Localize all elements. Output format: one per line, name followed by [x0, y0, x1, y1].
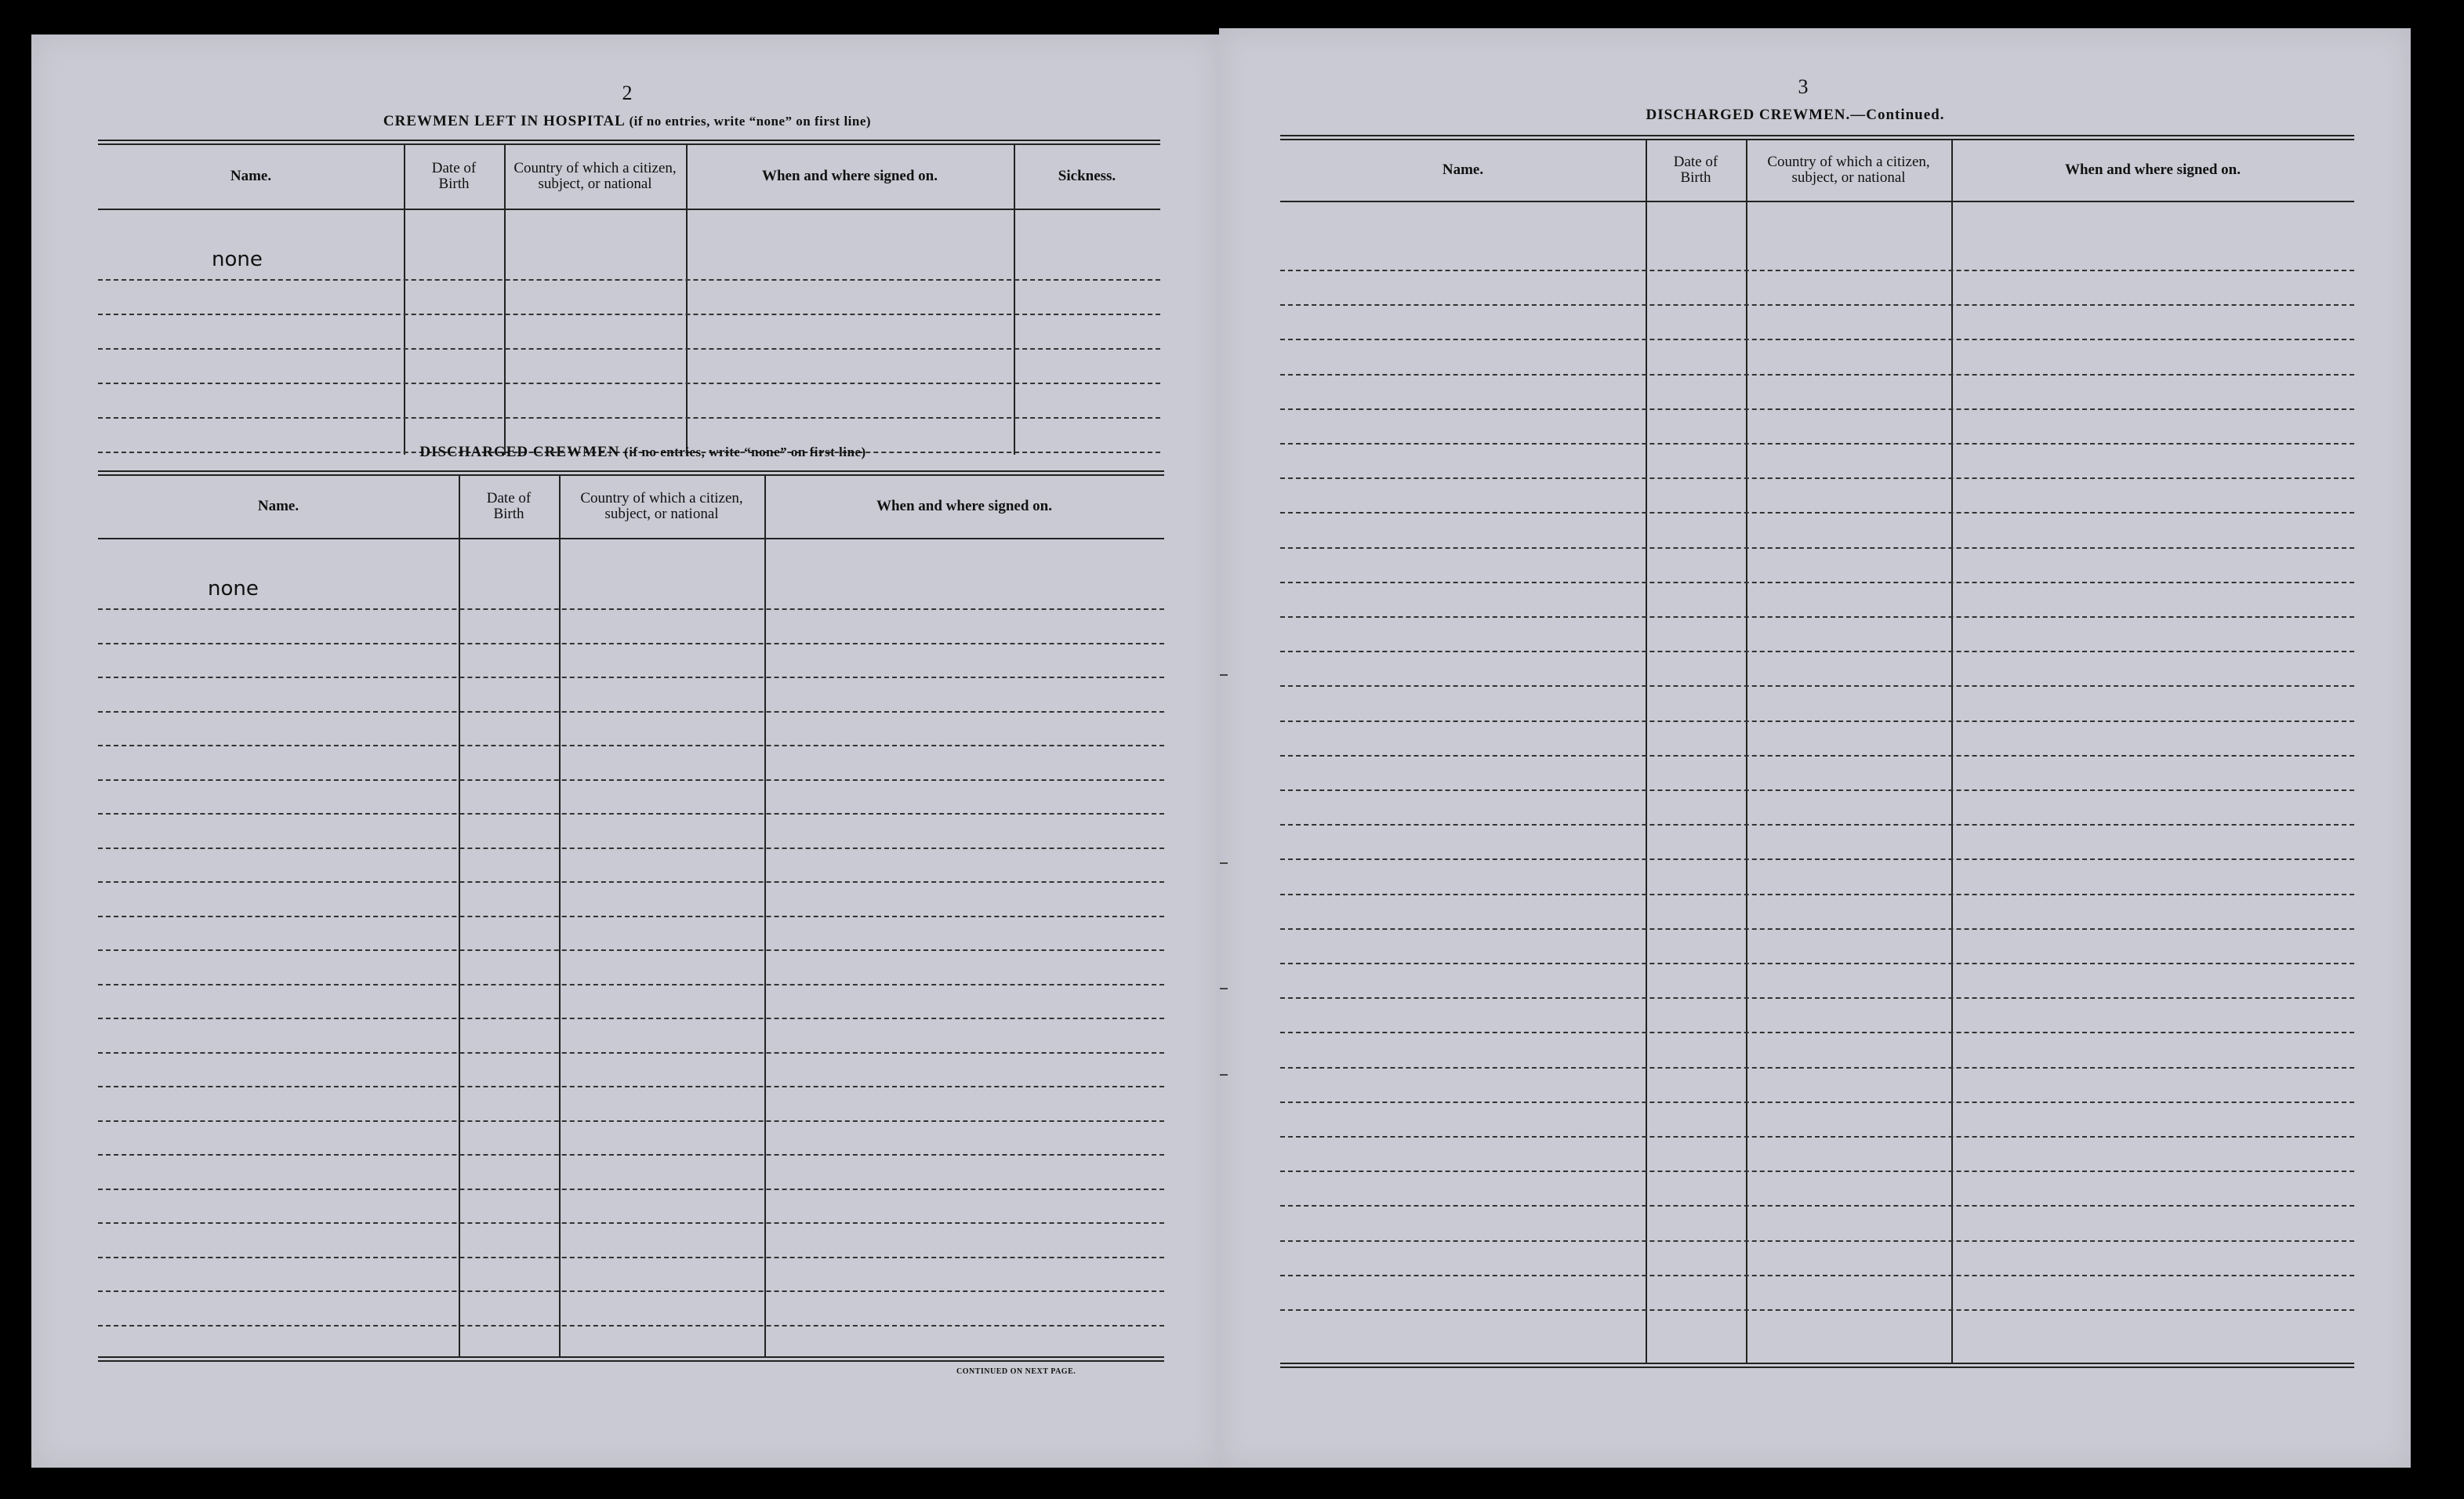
- table-row: [98, 1052, 1164, 1054]
- column-divider: [686, 144, 688, 455]
- table-row: [98, 1018, 1164, 1019]
- column-header-signed-on: When and where signed on.: [2064, 162, 2241, 178]
- table-row: [98, 1120, 1164, 1122]
- table-row: [1280, 1102, 2354, 1103]
- table-row: [98, 1290, 1164, 1292]
- table-row: [98, 813, 1164, 815]
- column-header-name: Name.: [1442, 162, 1484, 178]
- table-row: [98, 711, 1164, 713]
- table-row: [1280, 963, 2354, 964]
- table-row: [98, 279, 1160, 281]
- page-number: 2: [622, 82, 633, 104]
- column-divider: [404, 144, 405, 455]
- column-divider: [1014, 144, 1015, 455]
- table-row: [98, 1154, 1164, 1156]
- table-row: [1280, 997, 2354, 999]
- table-row: [1280, 651, 2354, 652]
- discharged-entry-name: none: [208, 577, 259, 601]
- discharged-section-title: DISCHARGED CREWMEN: [419, 444, 620, 460]
- column-header-date-of-birth: Date of Birth: [431, 160, 477, 192]
- table-row: [1280, 1032, 2354, 1033]
- discharged-continued-title: DISCHARGED CREWMEN.—Continued.: [1646, 107, 1945, 123]
- table-row: [98, 677, 1164, 678]
- table-row: [1280, 443, 2354, 445]
- column-header-signed-on: When and where signed on.: [761, 168, 938, 184]
- table-row: [1280, 928, 2354, 930]
- table-row: [98, 643, 1164, 644]
- table-row: [98, 608, 1164, 610]
- table-row: [1280, 1275, 2354, 1276]
- header-bottom-rule: [1280, 201, 2354, 202]
- column-divider: [1746, 140, 1747, 1363]
- table-row: [1280, 616, 2354, 618]
- table-row: [1280, 858, 2354, 860]
- column-divider: [504, 144, 506, 455]
- binding-mark: [1220, 988, 1228, 989]
- table-row: [1280, 1067, 2354, 1069]
- discharged-table: [98, 470, 1164, 1391]
- column-header-date-of-birth: Date of Birth: [486, 490, 532, 522]
- table-row: [1280, 1309, 2354, 1311]
- hospital-section-title: CREWMEN LEFT IN HOSPITAL: [383, 113, 625, 129]
- table-row: [98, 1086, 1164, 1087]
- table-row: [1280, 304, 2354, 306]
- table-top-rule: [98, 470, 1164, 476]
- table-row: [1280, 1136, 2354, 1138]
- column-header-country: Country of which a citizen, subject, or national: [1767, 154, 1930, 186]
- hospital-table: [98, 140, 1160, 456]
- table-row: [1280, 1171, 2354, 1172]
- header-bottom-rule: [98, 538, 1164, 539]
- binding-mark: [1220, 1074, 1228, 1076]
- column-header-signed-on: When and where signed on.: [876, 498, 1052, 514]
- table-row: [98, 916, 1164, 917]
- column-header-country: Country of which a citizen, subject, or national: [513, 160, 677, 192]
- discharged-section-heading: [282, 444, 1003, 461]
- table-row: [98, 745, 1164, 746]
- page-number: 3: [1798, 75, 1809, 98]
- left-page: [31, 34, 1219, 1468]
- table-row: [98, 314, 1160, 315]
- discharged-continued-heading: [1576, 107, 2015, 124]
- table-row: [98, 383, 1160, 384]
- column-header-name: Name.: [257, 498, 299, 514]
- table-row: [1280, 824, 2354, 826]
- table-row: [1280, 339, 2354, 340]
- right-page: [1219, 28, 2411, 1468]
- table-row: [98, 949, 1164, 951]
- binding-mark: [1220, 862, 1228, 864]
- table-top-rule: [1280, 135, 2354, 140]
- header-bottom-rule: [98, 209, 1160, 210]
- table-row: [1280, 547, 2354, 549]
- table-row: [1280, 374, 2354, 376]
- hospital-entry-name: none: [212, 248, 263, 271]
- table-row: [1280, 755, 2354, 757]
- column-header-country: Country of which a citizen, subject, or national: [580, 490, 743, 522]
- table-row: [1280, 477, 2354, 479]
- column-header-date-of-birth: Date of Birth: [1673, 154, 1718, 186]
- binding-mark: [1220, 674, 1228, 676]
- table-row: [98, 1325, 1164, 1327]
- table-row: [1280, 1205, 2354, 1207]
- table-row: [1280, 789, 2354, 791]
- column-header-name: Name.: [230, 168, 272, 184]
- table-row: [98, 847, 1164, 849]
- table-row: [98, 984, 1164, 985]
- table-row: [1280, 1240, 2354, 1242]
- table-row: [1280, 408, 2354, 410]
- hospital-section-heading: [267, 113, 988, 130]
- hospital-section-instruction: (if no entries, write “none” on first line): [629, 114, 872, 129]
- discharged-section-instruction: (if no entries, write “none” on first line): [624, 445, 866, 459]
- table-bottom-rule: [98, 1356, 1164, 1362]
- table-row: [98, 779, 1164, 781]
- table-row: [98, 1257, 1164, 1258]
- table-bottom-rule: [1280, 1363, 2354, 1368]
- table-row: [1280, 512, 2354, 514]
- discharged-continued-table: [1280, 135, 2354, 1389]
- table-row: [1280, 270, 2354, 271]
- table-row: [98, 348, 1160, 350]
- table-row: [98, 881, 1164, 883]
- table-row: [1280, 582, 2354, 583]
- continued-note: CONTINUED ON NEXT PAGE.: [956, 1367, 1076, 1376]
- column-divider: [1646, 140, 1647, 1363]
- table-top-rule: [98, 140, 1160, 145]
- table-row: [1280, 685, 2354, 687]
- table-row: [98, 417, 1160, 419]
- table-row: [98, 1222, 1164, 1224]
- column-divider: [1951, 140, 1953, 1363]
- table-row: [98, 1189, 1164, 1190]
- column-header-sickness: Sickness.: [1058, 168, 1116, 184]
- table-row: [1280, 720, 2354, 722]
- table-row: [1280, 894, 2354, 895]
